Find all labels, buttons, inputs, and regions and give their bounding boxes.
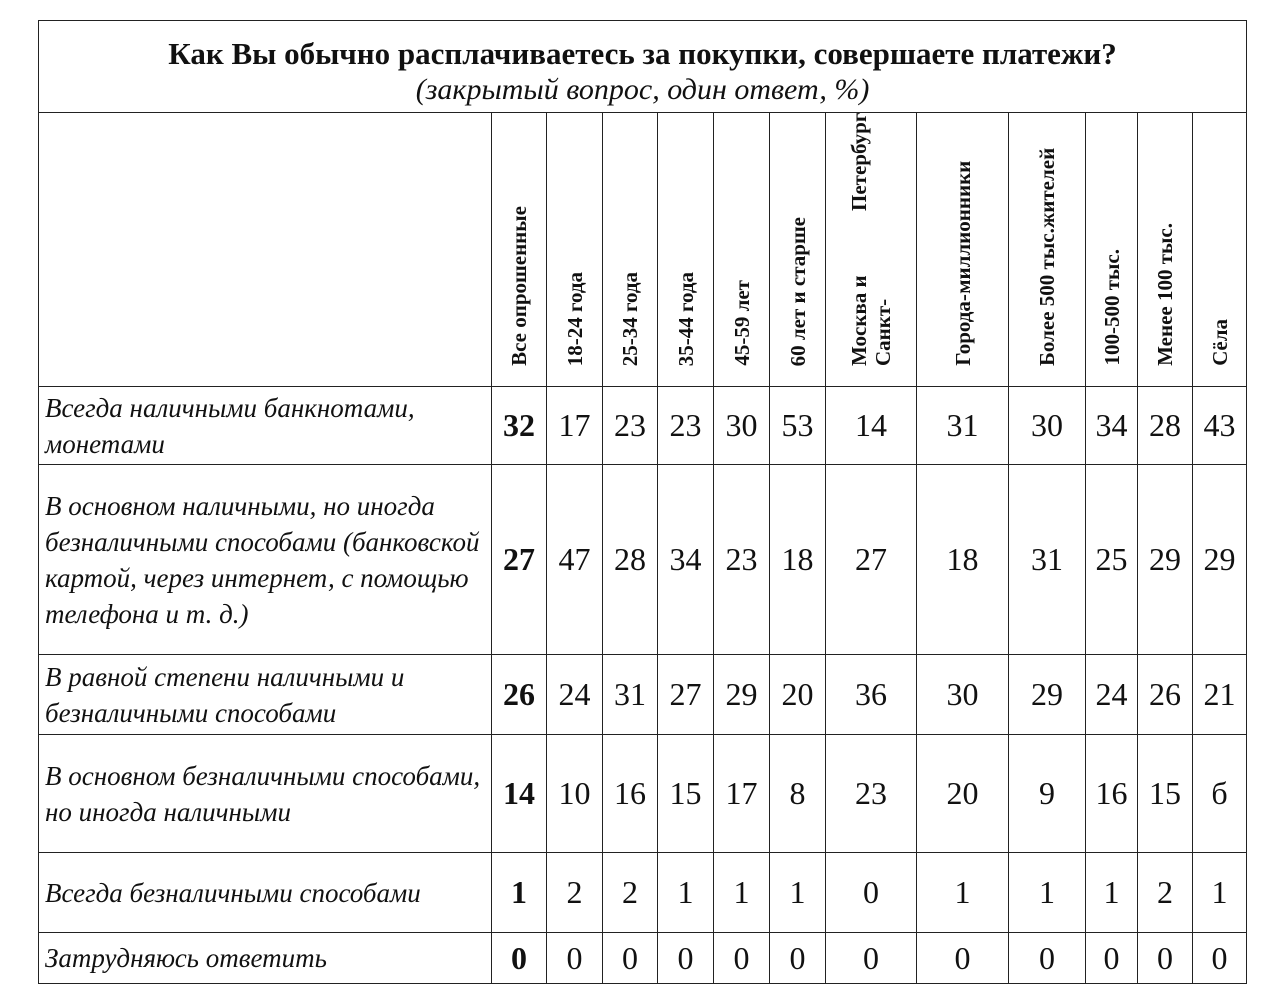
row-label: В основном безналичными способами, но иногда наличными	[39, 735, 492, 853]
table-subtitle: (закрытый вопрос, один ответ, %)	[415, 72, 870, 106]
table-row	[39, 735, 1247, 853]
column-header-wrap	[770, 113, 825, 386]
value-cell: 23	[826, 735, 917, 853]
value-cell: 10	[547, 735, 603, 853]
table-row	[39, 387, 1247, 465]
value-cell: 2	[1138, 853, 1193, 933]
survey-table	[38, 20, 1247, 984]
value-cell: 31	[917, 387, 1009, 465]
table-row	[39, 655, 1247, 735]
column-header-wrap	[1086, 113, 1137, 386]
column-header-wrap	[603, 113, 657, 386]
column-header-label	[507, 206, 531, 376]
column-header-line: 18-24 года	[562, 271, 587, 366]
table-row	[39, 465, 1247, 655]
value-cell: 30	[1009, 387, 1086, 465]
value-cell: 2	[603, 853, 658, 933]
column-header-line: 35-44 года	[673, 271, 698, 366]
value-cell: 0	[1086, 933, 1138, 984]
column-header-line: Все опрошенные	[507, 206, 531, 366]
column-header-wrap	[1009, 113, 1085, 386]
total-value-cell: 27	[492, 465, 547, 655]
value-cell: 18	[917, 465, 1009, 655]
value-cell: 15	[1138, 735, 1193, 853]
value-cell: 0	[826, 933, 917, 984]
column-header	[1138, 113, 1193, 387]
value-cell: 0	[714, 933, 770, 984]
column-header-line: 25-34 года	[618, 271, 642, 366]
value-cell: 0	[658, 933, 714, 984]
column-header-wrap	[714, 113, 769, 386]
value-cell: 29	[1138, 465, 1193, 655]
column-header	[1086, 113, 1138, 387]
row-label: Всегда наличными банкнотами, монетами	[39, 387, 492, 465]
column-header-wrap	[547, 113, 602, 386]
value-cell: 14	[826, 387, 917, 465]
row-label: В основном наличными, но иногда безналичными способами (банковской картой, через интернет, с помощью телефона и т. д.)	[39, 465, 492, 655]
value-cell: 36	[826, 655, 917, 735]
value-cell: 15	[658, 735, 714, 853]
table-title-cell	[39, 21, 1247, 113]
table-title: Как Вы обычно расплачиваетесь за покупки, совершаете платежи?	[168, 35, 1117, 71]
column-header-label	[563, 272, 587, 376]
column-header-line: Менее 100 тыс.	[1153, 223, 1177, 366]
column-header-line: 100-500 тыс.	[1099, 249, 1124, 366]
column-header-line: Города-	[950, 294, 975, 366]
value-cell: 23	[658, 387, 714, 465]
value-cell: 23	[603, 387, 658, 465]
value-cell: 0	[547, 933, 603, 984]
value-cell: 20	[917, 735, 1009, 853]
value-cell: 27	[658, 655, 714, 735]
value-cell: 1	[917, 853, 1009, 933]
value-cell: 30	[714, 387, 770, 465]
value-cell: 0	[1138, 933, 1193, 984]
column-header-label	[951, 161, 975, 376]
value-cell: 30	[917, 655, 1009, 735]
row-label: В равной степени наличными и безналичными способами	[39, 655, 492, 735]
value-cell: 31	[603, 655, 658, 735]
value-cell: 53	[770, 387, 826, 465]
column-header	[1009, 113, 1086, 387]
column-header	[658, 113, 714, 387]
column-header-wrap	[826, 113, 916, 386]
column-header-wrap	[1193, 113, 1246, 386]
value-cell: 1	[1009, 853, 1086, 933]
value-cell: 31	[1009, 465, 1086, 655]
column-header	[770, 113, 826, 387]
column-header-label	[1153, 223, 1177, 376]
value-cell: 0	[770, 933, 826, 984]
column-header	[547, 113, 603, 387]
value-cell: 20	[770, 655, 826, 735]
value-cell: 17	[714, 735, 770, 853]
value-cell: 18	[770, 465, 826, 655]
value-cell: 2	[547, 853, 603, 933]
column-header-label	[1208, 319, 1232, 376]
value-cell: 28	[603, 465, 658, 655]
value-cell: 34	[1086, 387, 1138, 465]
column-header-line: Более 500 тыс.	[1035, 228, 1059, 366]
column-header	[492, 113, 547, 387]
value-cell: 1	[770, 853, 826, 933]
total-value-cell: 32	[492, 387, 547, 465]
column-header-line: Сёла	[1207, 319, 1232, 366]
value-cell: 28	[1138, 387, 1193, 465]
column-header-label	[1100, 249, 1124, 376]
column-header-wrap	[917, 113, 1008, 386]
column-header	[603, 113, 658, 387]
column-header-row	[39, 113, 1247, 387]
row-label: Затрудняюсь ответить	[39, 933, 492, 984]
value-cell: 23	[714, 465, 770, 655]
value-cell: 27	[826, 465, 917, 655]
value-cell: 29	[1193, 465, 1247, 655]
column-header-wrap	[1138, 113, 1192, 386]
column-header-label	[674, 272, 698, 376]
value-cell: 0	[1193, 933, 1247, 984]
value-cell: 43	[1193, 387, 1247, 465]
column-header-label	[1035, 148, 1059, 376]
column-header-wrap	[658, 113, 713, 386]
row-label: Всегда безналичными способами	[39, 853, 492, 933]
column-header-line: 45-59 лет	[729, 280, 754, 366]
column-header	[714, 113, 770, 387]
value-cell: 1	[1193, 853, 1247, 933]
total-value-cell: 14	[492, 735, 547, 853]
value-cell: 24	[547, 655, 603, 735]
value-cell: 16	[603, 735, 658, 853]
value-cell: 9	[1009, 735, 1086, 853]
column-header-label	[786, 217, 810, 376]
table-row	[39, 933, 1247, 984]
column-header-wrap	[492, 113, 546, 386]
total-value-cell: 1	[492, 853, 547, 933]
total-value-cell: 26	[492, 655, 547, 735]
value-cell: 34	[658, 465, 714, 655]
value-cell: б	[1193, 735, 1247, 853]
column-header-line: Петербург	[847, 113, 871, 212]
value-cell: 0	[603, 933, 658, 984]
value-cell: 0	[826, 853, 917, 933]
value-cell: 47	[547, 465, 603, 655]
value-cell: 1	[1086, 853, 1138, 933]
column-header-line: жителей	[1035, 148, 1059, 229]
value-cell: 16	[1086, 735, 1138, 853]
corner-cell	[39, 113, 492, 387]
column-header	[917, 113, 1009, 387]
value-cell: 0	[917, 933, 1009, 984]
column-header-line: Москва и Санкт-	[847, 275, 895, 366]
column-header-label	[730, 280, 754, 376]
value-cell: 26	[1138, 655, 1193, 735]
value-cell: 21	[1193, 655, 1247, 735]
total-value-cell: 0	[492, 933, 547, 984]
value-cell: 29	[714, 655, 770, 735]
table-row	[39, 853, 1247, 933]
value-cell: 25	[1086, 465, 1138, 655]
column-header-label	[618, 272, 642, 376]
column-header-line: 60 лет и старше	[785, 216, 810, 366]
value-cell: 1	[714, 853, 770, 933]
value-cell: 29	[1009, 655, 1086, 735]
value-cell: 24	[1086, 655, 1138, 735]
value-cell: 0	[1009, 933, 1086, 984]
column-header	[826, 113, 917, 387]
column-header-line: миллионники	[950, 161, 975, 295]
value-cell: 1	[658, 853, 714, 933]
column-header	[1193, 113, 1247, 387]
column-header-label	[847, 113, 895, 376]
value-cell: 17	[547, 387, 603, 465]
value-cell: 8	[770, 735, 826, 853]
